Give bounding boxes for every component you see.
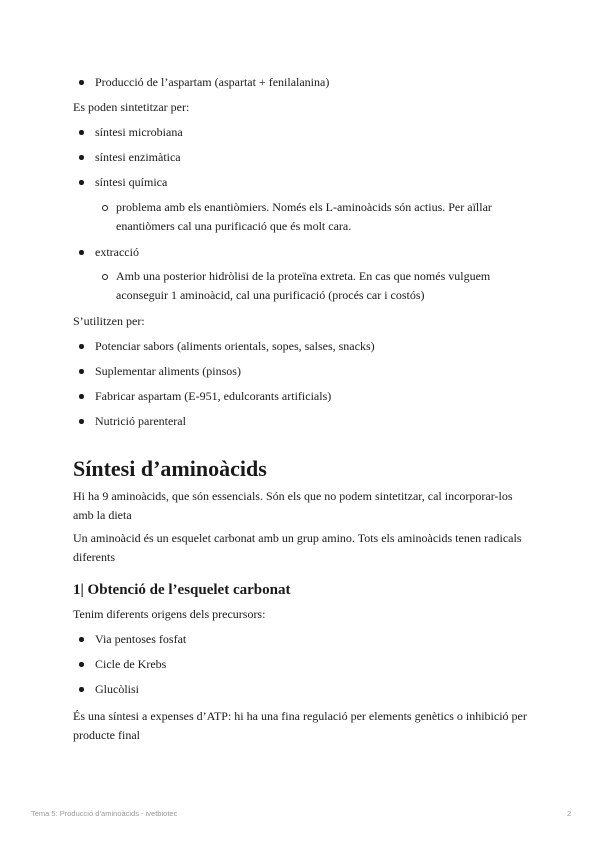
- list-item: Producció de l’aspartam (aspartat + fenilalanina): [73, 72, 329, 92]
- sublist-extraccio: [73, 267, 533, 305]
- list-e: [73, 629, 186, 699]
- list-c: [73, 242, 139, 262]
- list-item: Fabricar aspartam (E-951, edulcorants artificials): [73, 386, 375, 406]
- sublist-item: problema amb els enantiòmiers. Només els L-aminoàcids són actius. Per aïllar enantiòmers cal una purificació que és molt cara.: [73, 198, 533, 236]
- list-item: síntesi química: [73, 172, 183, 192]
- list-item: Cicle de Krebs: [73, 654, 186, 674]
- paragraph-final: És una síntesi a expenses d’ATP: hi ha una fina regulació per elements genètics o inhibició per producte final: [73, 709, 527, 742]
- subsection-heading: 1| Obtenció de l’esquelet carbonat: [73, 582, 291, 598]
- paragraph-origens: Tenim diferents origens dels precursors:: [73, 607, 266, 621]
- list-item: síntesi enzimàtica: [73, 147, 183, 167]
- list-a: [73, 72, 329, 92]
- paragraph-essencials: Hi ha 9 aminoàcids, que són essencials. Són els que no podem sintetitzar, cal incorporar-los amb la dieta: [73, 489, 513, 522]
- paragraph-esquelet: Un aminoàcid és un esquelet carbonat amb un grup amino. Tots els aminoàcids tenen radicals diferents: [73, 531, 522, 564]
- list-item: extracció: [73, 242, 139, 262]
- list-item: Via pentoses fosfat: [73, 629, 186, 649]
- paragraph-utilitzen: S’utilitzen per:: [73, 314, 145, 328]
- list-item: Potenciar sabors (aliments orientals, sopes, salses, snacks): [73, 336, 375, 356]
- list-item: Nutrició parenteral: [73, 411, 375, 431]
- list-item: Glucòlisi: [73, 679, 186, 699]
- list-d: [73, 336, 375, 431]
- sublist-item: Amb una posterior hidròlisi de la proteïna extreta. En cas que només vulguem aconseguir 1 aminoàcid, cal una purificació (procés car i costós): [73, 267, 533, 305]
- list-b: [73, 122, 183, 192]
- list-item: síntesi microbiana: [73, 122, 183, 142]
- paragraph-sintetitzar: Es poden sintetitzar per:: [73, 100, 190, 114]
- footer-title: Tema 5: Producció d’aminoàcids - ivetbiotec: [31, 809, 178, 818]
- list-item: Suplementar aliments (pinsos): [73, 361, 375, 381]
- sublist-quimica: [73, 198, 533, 236]
- section-heading: Síntesi d’aminoàcids: [73, 456, 267, 481]
- page-number: 2: [567, 809, 572, 818]
